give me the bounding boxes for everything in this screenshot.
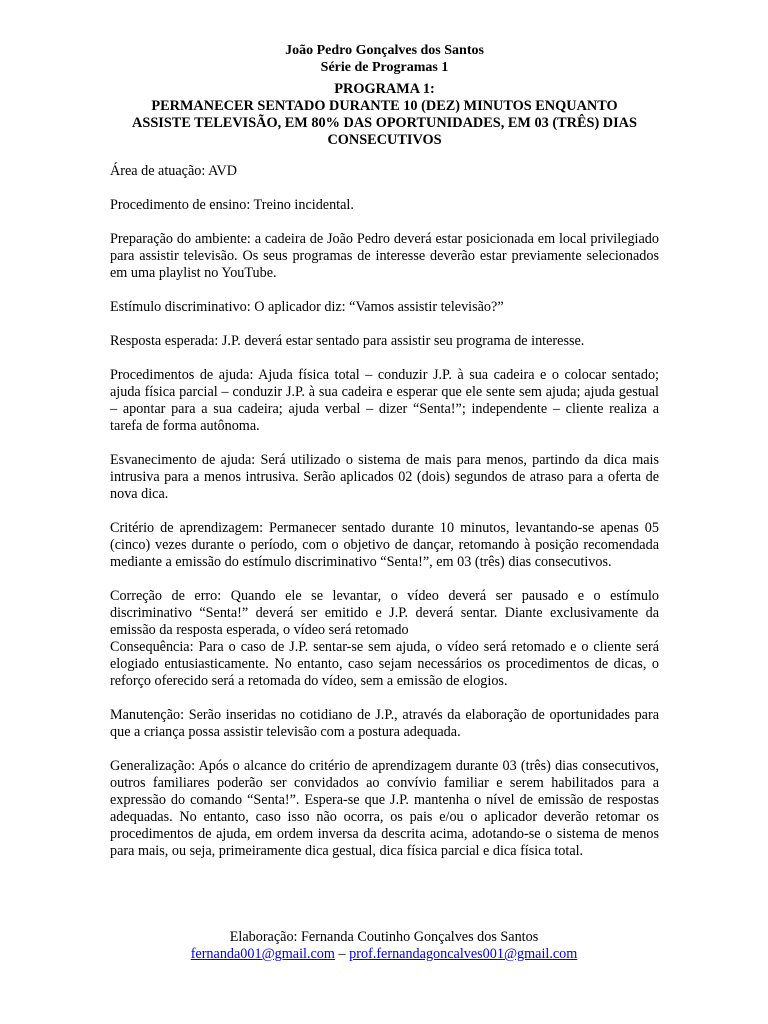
ajuda-paragraph: Procedimentos de ajuda: Ajuda física total – conduzir J.P. à sua cadeira e o colocar sentado; ajuda física parcial – conduzir J.P. à sua cadeira e esperar que ele sente sem ajuda; ajuda gestual – apontar para a sua cadeira; ajuda verbal – dizer “Senta!”; independente – cliente realiza a tarefa de forma autônoma.: [110, 367, 659, 434]
program-title: [110, 81, 659, 149]
program-title-line-3: CONSECUTIVOS: [327, 132, 442, 148]
email-separator: –: [334, 946, 350, 962]
procedimento-paragraph: Procedimento de ensino: Treino incidental.: [110, 197, 354, 213]
document-header: [110, 42, 659, 76]
program-number: PROGRAMA 1:: [334, 81, 435, 97]
resposta-paragraph: Resposta esperada: J.P. deverá estar sentado para assistir seu programa de interesse.: [110, 333, 585, 349]
author-name: João Pedro Gonçalves dos Santos: [285, 43, 484, 58]
preparacao-paragraph: Preparação do ambiente: a cadeira de João Pedro deverá estar posicionada em local privilegiado para assistir televisão. Os seus programas de interesse deverão estar previamente selecionados em uma playlist no YouTube.: [110, 231, 659, 281]
correcao-paragraph: Correção de erro: Quando ele se levantar, o vídeo deverá ser pausado e o estímulo discriminativo “Senta!” deverá ser emitido e J.P. deverá sentar. Diante exclusivamente da emissão da resposta esperada, o vídeo será retomado: [110, 588, 659, 638]
document-body: [110, 163, 659, 860]
email-link-2[interactable]: prof.fernandagoncalves001@gmail.com: [349, 946, 578, 962]
program-title-line-2: ASSISTE TELEVISÃO, EM 80% DAS OPORTUNIDADES, EM 03 (TRÊS) DIAS: [132, 115, 637, 131]
email-line: [0, 946, 768, 963]
document-footer: [0, 929, 768, 963]
generalizacao-paragraph: Generalização: Após o alcance do critério de aprendizagem durante 03 (três) dias consecutivos, outros familiares poderão ser convidados ao convívio familiar e serem habilitados para a expressão do comando “Senta!”. Espera-se que J.P. mantenha o nível de emissão de respostas adequadas. No entanto, caso isso não ocorra, os pais e/ou o aplicador deverão retomar os procedimentos de ajuda, em ordem inversa da descrita acima, adotando-se o sistema de menos para mais, ou seja, primeiramente dica gestual, dica física parcial e dica física total.: [110, 758, 659, 859]
area-paragraph: Área de atuação: AVD: [110, 163, 237, 179]
consequencia-paragraph: Consequência: Para o caso de J.P. sentar-se sem ajuda, o vídeo será retomado e o cliente será elogiado entusiasticamente. No entanto, caso sejam necessários os procedimentos de dicas, o reforço oferecido será a retomada do vídeo, sem a emissão de elogios.: [110, 639, 659, 689]
document-page: [110, 42, 659, 877]
elaboracao-line: Elaboração: Fernanda Coutinho Gonçalves dos Santos: [229, 929, 539, 945]
email-link-1[interactable]: fernanda001@gmail.com: [190, 946, 335, 962]
program-title-line-1: PERMANECER SENTADO DURANTE 10 (DEZ) MINUTOS ENQUANTO: [151, 98, 618, 114]
manutencao-paragraph: Manutenção: Serão inseridas no cotidiano de J.P., através da elaboração de oportunidades para que a criança possa assistir televisão com a postura adequada.: [110, 707, 659, 740]
series-name: Série de Programas 1: [320, 60, 449, 75]
criterio-paragraph: Critério de aprendizagem: Permanecer sentado durante 10 minutos, levantando-se apenas 05 (cinco) vezes durante o período, com o objetivo de dançar, retomando à posição recomendada mediante a emissão do estímulo discriminativo “Senta!”, em 03 (três) dias consecutivos.: [110, 520, 659, 570]
esvanecimento-paragraph: Esvanecimento de ajuda: Será utilizado o sistema de mais para menos, partindo da dica mais intrusiva para a menos intrusiva. Serão aplicados 02 (dois) segundos de atraso para a oferta de nova dica.: [110, 452, 659, 502]
estimulo-paragraph: Estímulo discriminativo: O aplicador diz: “Vamos assistir televisão?”: [110, 299, 504, 315]
